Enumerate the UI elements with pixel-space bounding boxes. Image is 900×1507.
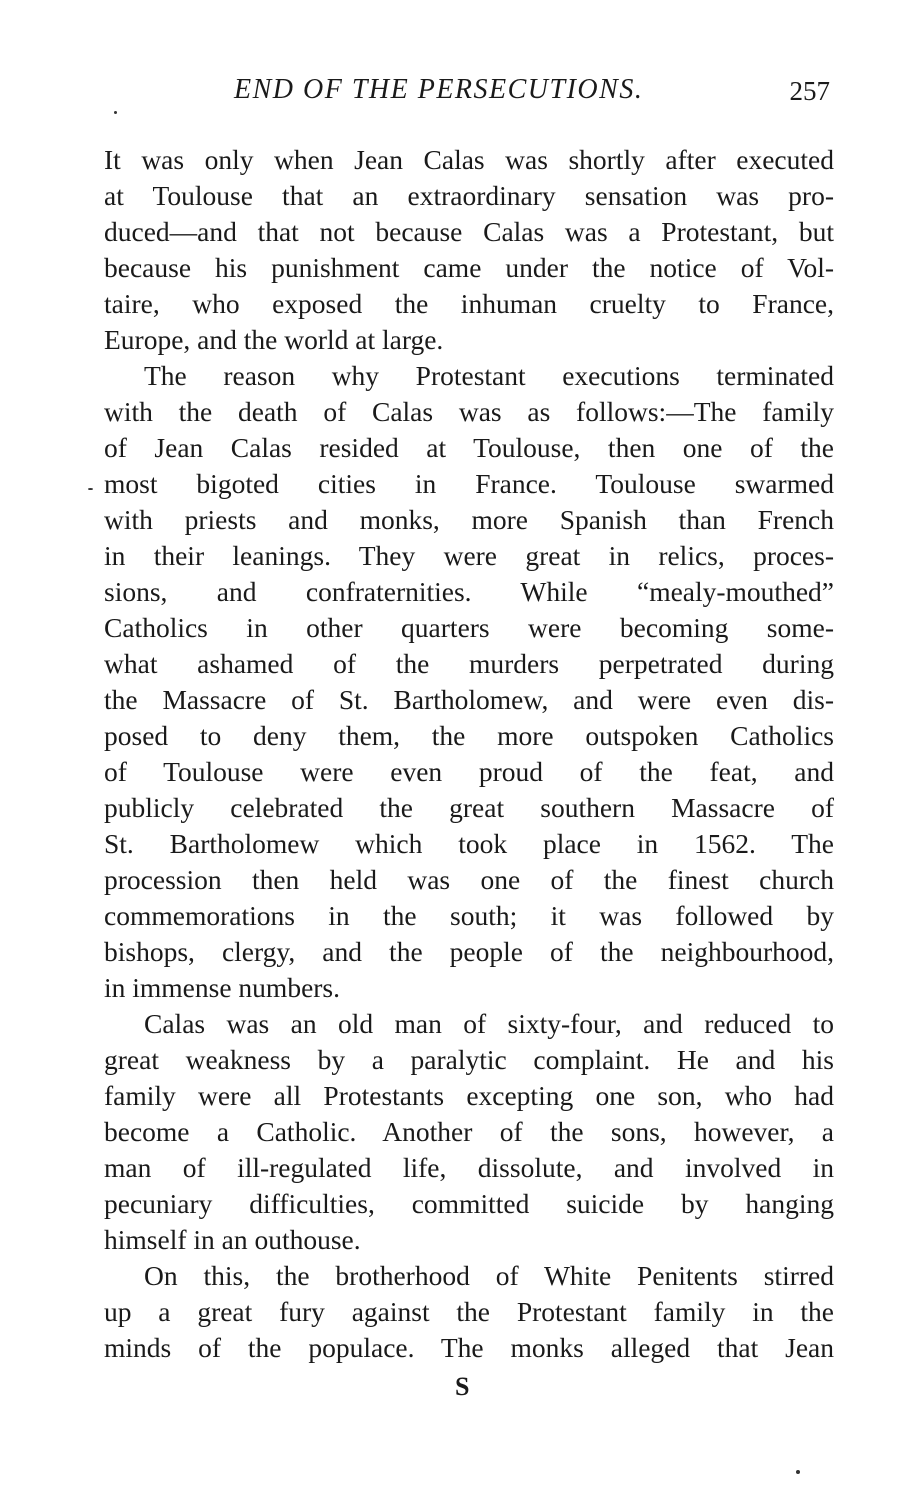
text-line: the Massacre of St. Bartholomew, and were even dis- [104, 684, 834, 715]
text-line: of Toulouse were even proud of the feat, and [104, 756, 834, 787]
text-line: what ashamed of the murders perpetrated during [104, 648, 834, 679]
signature-mark: S [455, 1372, 470, 1401]
text-line: of Jean Calas resided at Toulouse, then one of the [104, 432, 834, 463]
text-line: Calas was an old man of sixty-four, and reduced to [144, 1008, 834, 1039]
text-line: Catholics in other quarters were becoming some- [104, 612, 834, 643]
page-number: 257 [789, 76, 830, 106]
paragraph [104, 1006, 834, 1258]
paragraph [104, 142, 834, 358]
text-line: St. Bartholomew which took place in 1562. The [104, 828, 834, 859]
text-line: minds of the populace. The monks alleged that Jean [104, 1332, 834, 1363]
paragraph [104, 1258, 834, 1366]
text-line: On this, the brotherhood of White Penitents stirred [144, 1260, 834, 1291]
text-line: man of ill-regulated life, dissolute, and involved in [104, 1152, 834, 1183]
text-line: because his punishment came under the notice of Vol- [104, 252, 834, 283]
printing-speck [114, 111, 117, 114]
body-text [104, 142, 834, 1366]
text-line: procession then held was one of the finest church [104, 864, 834, 895]
text-line: in immense numbers. [104, 972, 341, 1003]
text-line: taire, who exposed the inhuman cruelty to France, [104, 288, 834, 319]
text-line: with priests and monks, more Spanish than French [104, 504, 834, 535]
text-line: posed to deny them, the more outspoken Catholics [104, 720, 834, 751]
text-line: commemorations in the south; it was followed by [104, 900, 834, 931]
printing-speck [796, 1470, 800, 1474]
text-line: at Toulouse that an extraordinary sensation was pro- [104, 180, 834, 211]
text-line: become a Catholic. Another of the sons, however, a [104, 1116, 834, 1147]
text-line: in their leanings. They were great in relics, proces- [104, 540, 834, 571]
text-line: with the death of Calas was as follows:—The family [104, 396, 834, 427]
paragraph [104, 358, 834, 1006]
text-line: most bigoted cities in France. Toulouse swarmed [104, 468, 834, 499]
printing-speck [88, 488, 93, 490]
running-title: END OF THE PERSECUTIONS. [234, 74, 644, 105]
text-line: great weakness by a paralytic complaint. He and his [104, 1044, 834, 1075]
text-line: family were all Protestants excepting one son, who had [104, 1080, 834, 1111]
text-line: duced—and that not because Calas was a Protestant, but [104, 216, 834, 247]
text-line: Europe, and the world at large. [104, 324, 444, 355]
text-line: publicly celebrated the great southern Massacre of [104, 792, 834, 823]
running-header [104, 74, 834, 118]
text-line: bishops, clergy, and the people of the neighbourhood, [104, 936, 834, 967]
text-line: pecuniary difficulties, committed suicide by hanging [104, 1188, 834, 1219]
text-line: himself in an outhouse. [104, 1224, 361, 1255]
text-line: sions, and confraternities. While “mealy-mouthed” [104, 576, 834, 607]
text-line: The reason why Protestant executions terminated [144, 360, 834, 391]
text-line: up a great fury against the Protestant family in the [104, 1296, 834, 1327]
text-line: It was only when Jean Calas was shortly after executed [104, 144, 834, 175]
